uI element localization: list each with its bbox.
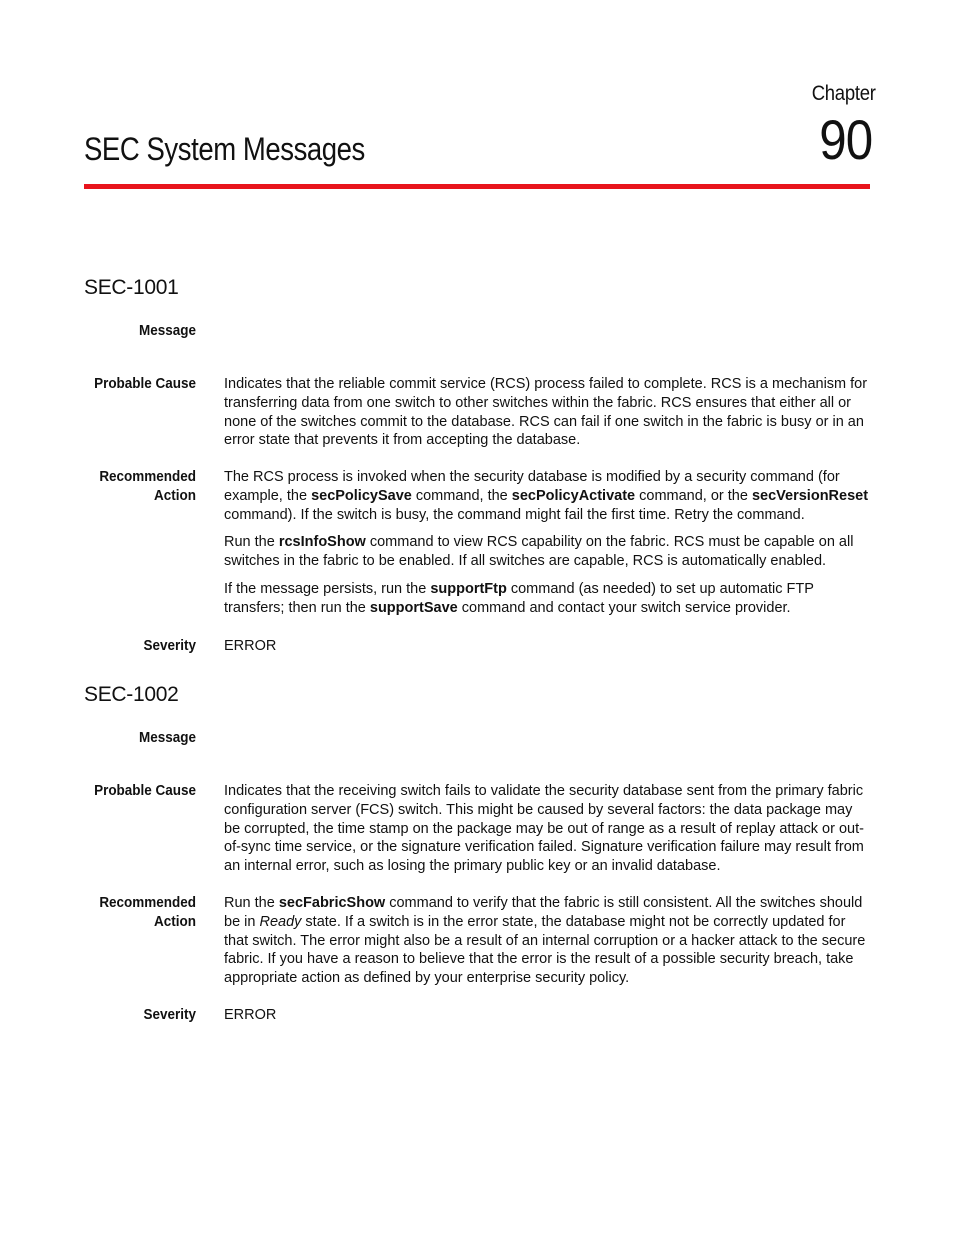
- command-name: secFabricShow: [278, 895, 386, 911]
- probable-cause-text: Indicates that the reliable commit service (RCS) process failed to complete. RCS is a mechanism for transferring data from one switch to other switches within the fabric. RCS ensures that either all or none of the switches commit to the database. RCS can fail if one switch in the fabric is busy or in an error state that prevents it from accepting the database.: [224, 376, 868, 449]
- page-title: SEC System Messages: [84, 131, 365, 167]
- severity-label: Severity: [143, 638, 196, 654]
- command-name: rcsInfoShow: [278, 534, 366, 551]
- action-paragraph: The RCS process is invoked when the security database is modified by a security command (for example, the secPolicySave command, the secPolicyActivate command, or the secVersionReset command). If the switch is busy, the command might fail the first time. Retry the command.: [224, 469, 869, 523]
- severity-label: Severity: [143, 1007, 196, 1023]
- command-name: secPolicySave: [311, 487, 412, 504]
- action-paragraph: Run the rcsInfoShow command to view RCS capability on the fabric. RCS must be capable on all switches in the fabric to be enabled. If all switches are capable, RCS is automatically enabled.: [224, 534, 854, 570]
- recommended-label-line1: Recommended: [99, 469, 196, 485]
- action-paragraph: Run the secFabricShow command to verify that the fabric is still consistent. All the switches should be in Ready state. If a switch is in the error state, the database might not be correctly updated for that switch. The error might also be a result of an internal corruption or a hacker attack to the secure fabric. If you have a reason to believe that the error is the result of a possible security breach, take appropriate action as defined by your enterprise security policy.: [224, 895, 866, 987]
- severity-value: ERROR: [224, 1007, 277, 1023]
- title-rule: [84, 184, 870, 189]
- recommended-label-line1: Recommended: [99, 895, 196, 911]
- message-label: Message: [139, 323, 196, 339]
- recommended-label-line2: Action: [154, 914, 196, 930]
- section-heading-sec-1001: SEC-1001: [84, 276, 179, 299]
- chapter-number: 90: [818, 108, 872, 171]
- probable-cause-text: Indicates that the receiving switch fails to validate the security database sent from the primary fabric configuration server (FCS) switch. This might be caused by several factors: the data package may be corrupted, the time stamp on the package may be out of range as a result of replay attack or out-of-sync time service, or the signature verification failed. Signature verification failure may result from an internal error, such as losing the primary public key or an invalid database.: [224, 783, 864, 875]
- command-name: supportSave: [369, 599, 458, 616]
- message-label: Message: [139, 730, 196, 746]
- recommended-action-label: [51, 894, 196, 932]
- severity-value: ERROR: [224, 638, 277, 654]
- probable-cause-label: Probable Cause: [94, 783, 196, 799]
- command-name: secPolicyActivate: [511, 487, 636, 504]
- recommended-action-label: [51, 468, 196, 506]
- probable-cause-label: Probable Cause: [94, 376, 196, 392]
- chapter-label: Chapter: [812, 82, 876, 105]
- section-heading-sec-1002: SEC-1002: [84, 683, 179, 706]
- command-name: secVersionReset: [751, 487, 869, 504]
- action-paragraph: If the message persists, run the supportFtp command (as needed) to set up automatic FTP transfers; then run the supportSave command and contact your switch service provider.: [224, 580, 814, 616]
- command-name: supportFtp: [430, 580, 507, 597]
- recommended-label-line2: Action: [154, 488, 196, 504]
- state-name: Ready: [259, 913, 302, 930]
